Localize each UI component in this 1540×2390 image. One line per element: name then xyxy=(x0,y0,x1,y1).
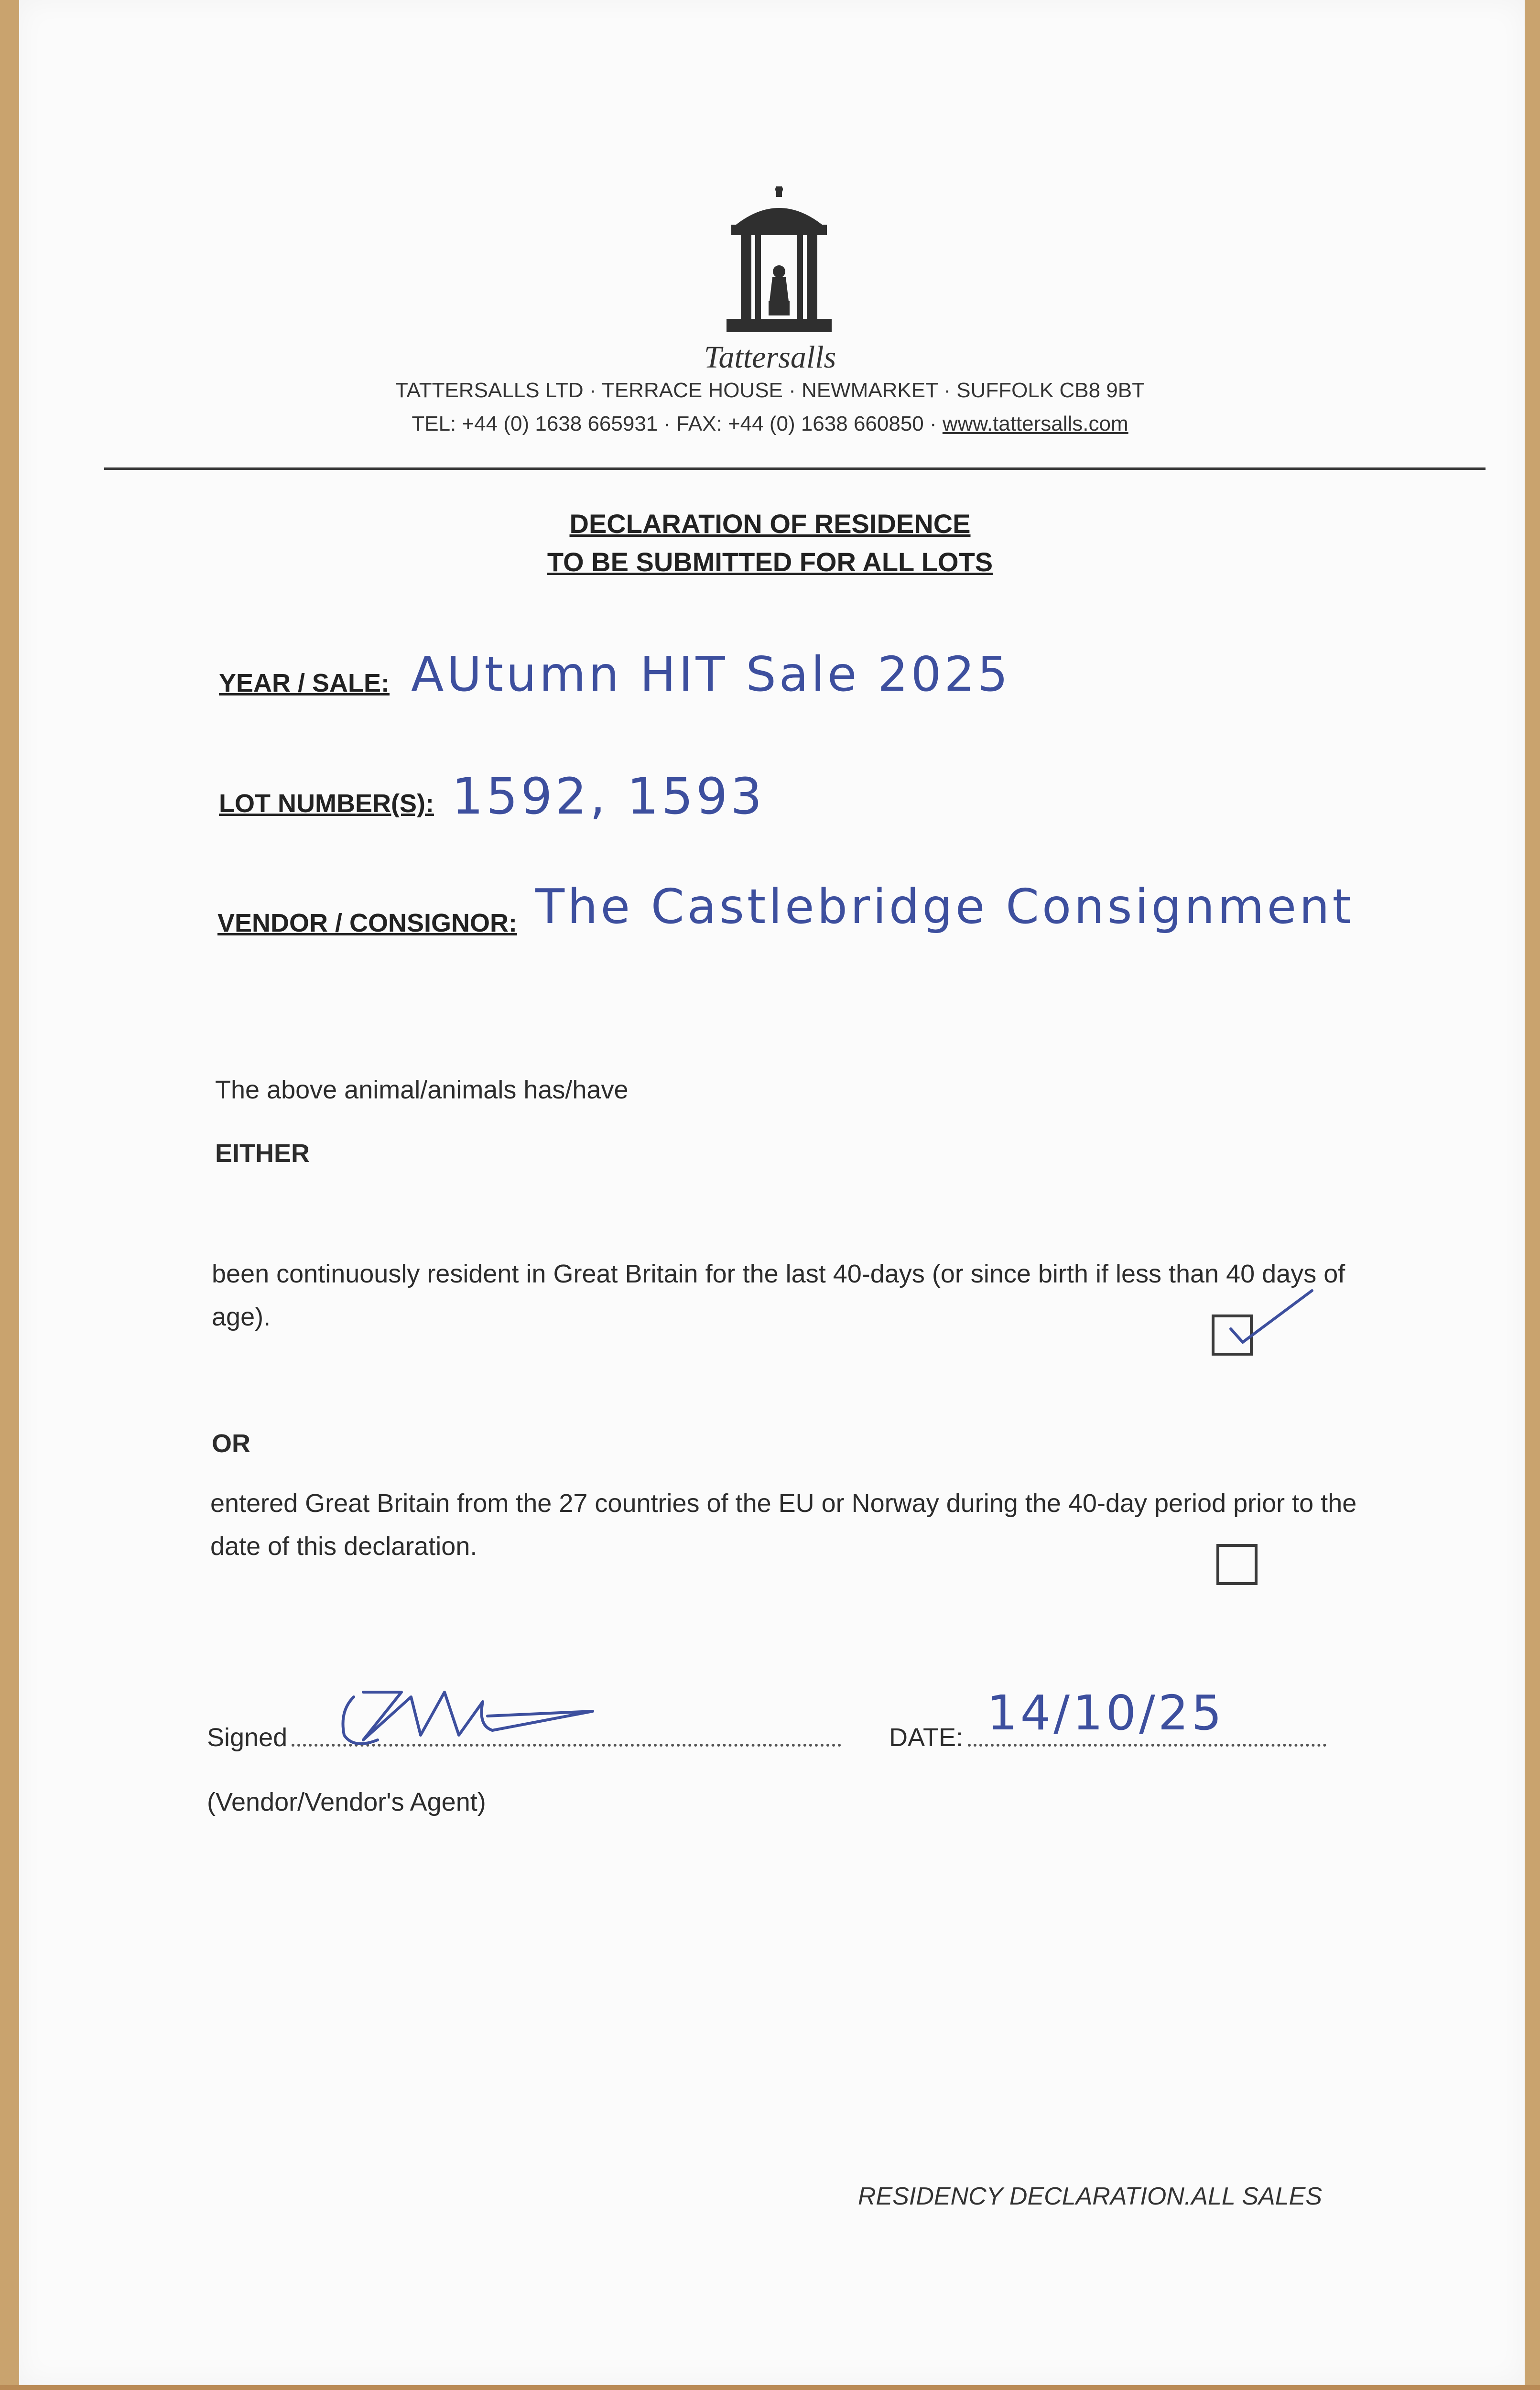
website-link[interactable]: www.tattersalls.com xyxy=(942,412,1128,435)
or-heading: OR xyxy=(212,1429,250,1458)
date-label: DATE: xyxy=(889,1723,964,1752)
lot-numbers-label: LOT NUMBER(S): xyxy=(219,789,434,818)
form-title: DECLARATION OF RESIDENCE xyxy=(569,509,971,539)
date-line xyxy=(968,1744,1326,1747)
signer-role-label: (Vendor/Vendor's Agent) xyxy=(207,1788,486,1816)
either-heading: EITHER xyxy=(215,1139,310,1168)
option1-text: been continuously resident in Great Britain for the last 40-days (or since birth if less than 40 days of age). xyxy=(212,1260,1345,1331)
header-divider xyxy=(104,467,1486,470)
date-value[interactable]: 14/10/25 xyxy=(987,1685,1225,1741)
form-reference: RESIDENCY DECLARATION.ALL SALES xyxy=(858,2183,1323,2210)
form-subtitle: TO BE SUBMITTED FOR ALL LOTS xyxy=(547,547,993,577)
option2-checkbox[interactable] xyxy=(1216,1544,1258,1585)
checkmark-icon xyxy=(1216,1286,1317,1358)
year-sale-value[interactable]: AUtumn HIT Sale 2025 xyxy=(411,646,1011,702)
table-surface xyxy=(0,2385,1540,2390)
address-line: TATTERSALLS LTD · TERRACE HOUSE · NEWMARKET · SUFFOLK CB8 9BT xyxy=(395,379,1145,402)
contact-line xyxy=(0,412,1540,436)
option2-text: entered Great Britain from the 27 countries of the EU or Norway during the 40-day period prior to the date of this declaration. xyxy=(210,1489,1357,1561)
tattersalls-temple-logo-icon xyxy=(727,186,832,339)
signed-label: Signed xyxy=(207,1723,288,1752)
brand-name: Tattersalls xyxy=(704,340,836,375)
intro-text: The above animal/animals has/have xyxy=(215,1076,629,1104)
handwritten-signature[interactable] xyxy=(335,1683,607,1754)
contact-numbers: TEL: +44 (0) 1638 665931 · FAX: +44 (0) 1638 660850 · xyxy=(412,412,943,435)
year-sale-label: YEAR / SALE: xyxy=(219,669,390,697)
vendor-label: VENDOR / CONSIGNOR: xyxy=(217,909,518,937)
vendor-value[interactable]: The Castlebridge Consignment xyxy=(535,879,1354,934)
lot-numbers-value[interactable]: 1592, 1593 xyxy=(452,767,765,826)
